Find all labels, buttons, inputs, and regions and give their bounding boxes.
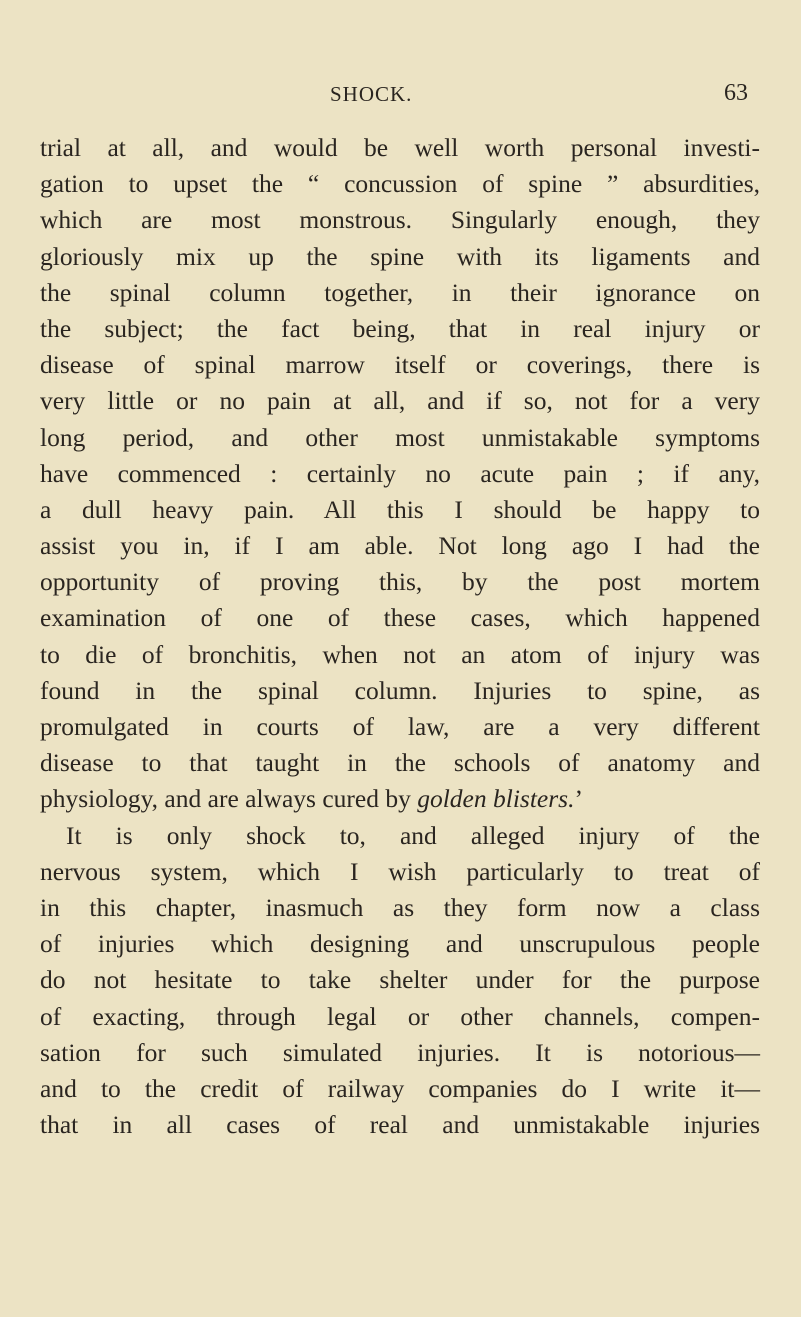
text-line-italic-end [40,781,760,817]
running-title: SHOCK. [330,82,413,106]
italic-phrase: golden blisters. [417,784,575,814]
text-line: to die of bronchitis, when not an atom of injury was [40,639,760,669]
text-line: have commenced : certainly no acute pain ; if any, [40,458,760,488]
text-line: found in the spinal column. Injuries to spine, as [40,675,760,705]
text-line: gation to upset the “ concussion of spine ” absurdities, [40,169,760,199]
paragraph-first-line: It is only shock to, and alleged injury of the [66,820,760,850]
running-head [0,80,801,112]
text-line: of exacting, through legal or other channels, compen- [40,1001,760,1031]
text-line: that in all cases of real and unmistakable injuries [40,1110,760,1140]
closing-quote: ’ [574,784,583,814]
text-line: the spinal column together, in their ignorance on [40,277,760,307]
text-line: nervous system, which I wish particularly to treat of [40,856,760,886]
text-line: very little or no pain at all, and if so, not for a very [40,386,760,416]
text-line: disease to that taught in the schools of anatomy and [40,748,760,778]
text-line: which are most monstrous. Singularly enough, they [40,205,760,235]
text-segment: physiology, and are always cured by [40,784,418,814]
text-line: of injuries which designing and unscrupulous people [40,929,760,959]
text-line: disease of spinal marrow itself or coverings, there is [40,350,760,380]
page-number: 63 [724,80,748,106]
text-line: sation for such simulated injuries. It is notorious— [40,1037,760,1067]
text-line: do not hesitate to take shelter under for the purpose [40,965,760,995]
text-line: assist you in, if I am able. Not long ago I had the [40,531,760,561]
text-line: a dull heavy pain. All this I should be happy to [40,494,760,524]
text-line: in this chapter, inasmuch as they form now a class [40,892,760,922]
text-line: trial at all, and would be well worth personal investi- [40,133,760,162]
body-text [40,130,760,1143]
text-line: promulgated in courts of law, are a very different [40,712,760,741]
text-line: gloriously mix up the spine with its ligaments and [40,241,760,271]
text-line: opportunity of proving this, by the post mortem [40,567,760,597]
text-line: examination of one of these cases, which happened [40,603,760,633]
text-line: the subject; the fact being, that in real injury or [40,313,760,343]
text-line: long period, and other most unmistakable symptoms [40,422,760,452]
text-line: and to the credit of railway companies do I write it— [40,1073,760,1103]
